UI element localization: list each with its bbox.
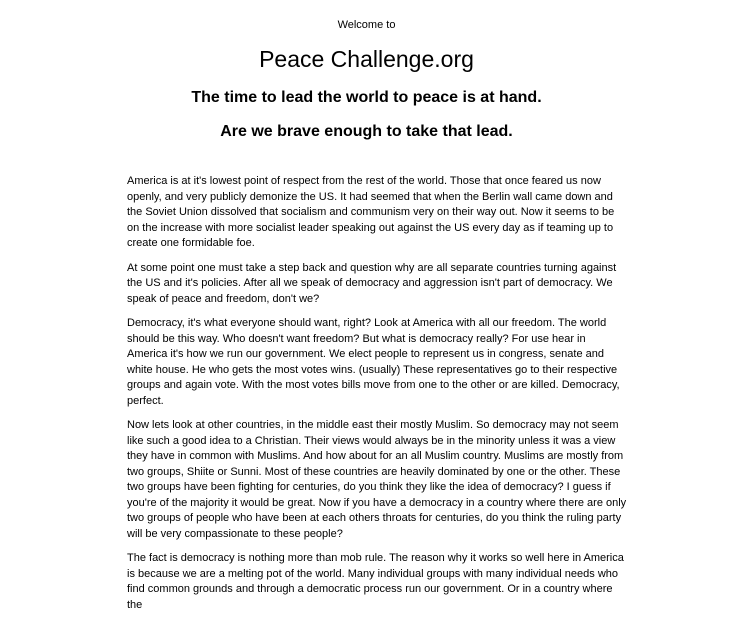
article-paragraph: Democracy, it's what everyone should want, right? Look at America with all our freedom. The world should be this way. Who doesn't want freedom? But what is democracy really? For use hear in America it's how we run our government. We elect people to represent us in congress, senate and white house. He who gets the most votes wins. (usually) These representatives go to their respective groups and again vote. With the most votes bills move from one to the other or are killed. Democracy, perfect. bbox=[127, 317, 620, 407]
article-paragraph: At some point one must take a step back and question why are all separate countries turning against the US and it's policies. After all we speak of democracy and aggression isn't part of democracy. We speak of peace and freedom, don't we? bbox=[127, 261, 617, 305]
site-title: Peace Challenge.org bbox=[259, 46, 474, 72]
article-body bbox=[127, 174, 627, 622]
article-paragraph: America is at it's lowest point of respect from the rest of the world. Those that once feared us now openly, and very publicly demonize the US. It had seemed that when the Berlin wall came down and the Soviet Union dissolved that socialism and communism very on their way out. Now it seems to be on the increase with more socialist leader speaking out against the US every day as if teaming up to create one formidable foe. bbox=[127, 175, 615, 249]
tagline-brave-enough: Are we brave enough to take that lead. bbox=[220, 123, 513, 140]
welcome-text: Welcome to bbox=[337, 19, 396, 31]
article-paragraph: The fact is democracy is nothing more than mob rule. The reason why it works so well here in America is because we are a melting pot of the world. Many individual groups with many individual needs who find common grounds and through a democratic process run our government. Or in a country where the bbox=[127, 552, 624, 611]
article-paragraph: Now lets look at other countries, in the middle east their mostly Muslim. So democracy may not seem like such a good idea to a Christian. Their views would always be in the minority unless it was a view they have in common with Muslims. And how about for an all Muslim country. Muslims are mostly from two groups, Shiite or Sunni. Most of these countries are heavily dominated by one or the other. These two groups have been fighting for centuries, do you think they like the idea of democracy? I guess if you're of the majority it would be great. Now if you have a democracy in a country where there are only two groups of people who have been at each others throats for centuries, do you think the ruling party will be very compassionate to these people? bbox=[127, 419, 627, 540]
tagline-lead-world: The time to lead the world to peace is at hand. bbox=[191, 89, 542, 106]
